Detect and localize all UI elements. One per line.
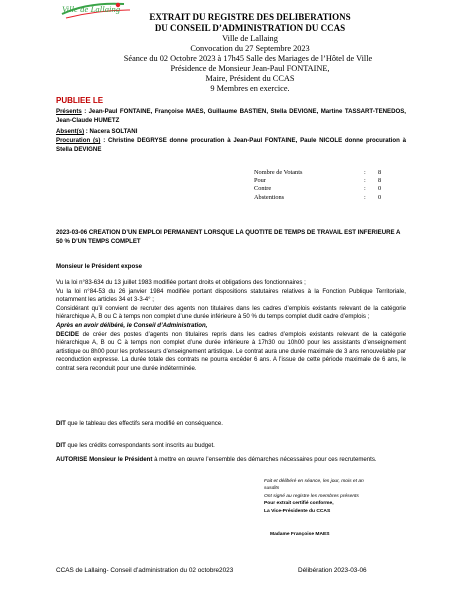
presents-block: [56, 108, 406, 125]
deliberation-subject: 2023-03-06 CREATION D’UN EMPLOI PERMANENT LORSQUE LA QUOTITE DE TEMPS DE TRAVAIL EST INFERIEURE A 50 % D’UN TEMPS COMPLET: [56, 229, 401, 245]
votes-table: [254, 169, 400, 202]
dit-1-text: que le tableau des effectifs sera modifié en conséquence.: [65, 420, 223, 427]
dit-1-paragraph: [56, 420, 406, 429]
exposant-line: Monsieur le Président expose: [56, 263, 143, 270]
footer-right: Délibération 2023-03-06: [298, 567, 367, 574]
considerant-paragraph: Considérant qu’il convient de recruter des agents non titulaires dans les cadres d’emplois existants relevant de la catégorie hiérarchique A, B ou C à temps non complet d’une durée inférieure à 50 % du temps complet dudit cadre d’emplois ;: [56, 304, 406, 321]
vote-row: Pour : 8: [254, 177, 400, 185]
vote-value: 0: [378, 185, 382, 193]
signature-line-3: Ont signé au registre les membres présents: [264, 493, 359, 499]
autorise-text: à mettre en œuvre l’ensemble des démarches nécessaires pour ces recrutements.: [152, 456, 377, 463]
header-seance: Séance du 02 Octobre 2023 à 17h45 Salle des Mariages de l’Hôtel de Ville: [123, 54, 373, 63]
publiee-le-label: PUBLIEE LE: [56, 96, 104, 105]
procuration-block: [56, 137, 406, 154]
header-maire: Maire, Président du CCAS: [205, 74, 295, 83]
decide-label: DECIDE: [56, 330, 80, 338]
loi-2: Vu la loi n°84-53 du 26 janvier 1984 modifiée portant dispositions statutaires relatives à la Fonction Publique Territoriale, notamment les articles 34 et 3-3-4° ;: [56, 287, 406, 304]
vote-row: Nombre de Votants : 8: [254, 169, 400, 177]
absents-block: [56, 128, 406, 137]
apres-deliberation: Après en avoir délibéré, le Conseil d’Administration,: [56, 321, 208, 329]
procuration-text: : Christine DEGRYSE donne procuration à Jean-Paul FONTAINE, Paule NICOLE donne procuration à Stella DEVIGNE: [56, 137, 406, 153]
header-city: Ville de Lallaing: [222, 34, 278, 43]
vote-label: Abstentions: [254, 193, 285, 201]
vote-label: Contre: [254, 185, 272, 193]
vote-value: 0: [378, 193, 382, 201]
absents-label: Absent(s): [56, 128, 85, 135]
presents-text: : Jean-Paul FONTAINE, Françoise MAES, Guillaume BASTIEN, Stella DEVIGNE, Martine TASSART-TENEDOS, Jean-Claude HUMETZ: [56, 108, 406, 124]
header-convocation: Convocation du 27 Septembre 2023: [190, 44, 310, 53]
decide-paragraph: [56, 331, 406, 374]
vote-label: Pour: [254, 177, 266, 185]
deliberation-body: [56, 279, 406, 374]
header-presidence: Présidence de Monsieur Jean-Paul FONTAINE,: [170, 64, 330, 73]
signature-line-5: La Vice-Présidente du CCAS: [264, 508, 331, 514]
vote-value: 8: [378, 177, 382, 185]
logo-text: Ville de Lallaing: [62, 4, 121, 14]
signature-block: [264, 478, 414, 515]
vote-row: Abstentions : 0: [254, 194, 400, 202]
header-title-1: EXTRAIT DU REGISTRE DES DELIBERATIONS: [149, 12, 351, 22]
header-title-2: DU CONSEIL D’ADMINISTRATION DU CCAS: [154, 23, 346, 33]
loi-1: Vu la loi n°83-634 du 13 juillet 1983 modifiée portant droits et obligations des fonctionnaires ;: [56, 279, 306, 286]
decide-text: de créer des postes d’agents non titulaires repris dans les cadres d’emplois existants relevant de la catégorie hiérarchique A, B ou C à temps non complet d’une durée inférieure à 17h30 ou 10h00 pour les assistants d’enseignement artistique ou 8h00 pour les professeurs d’enseignement artistique. Le contrat aura une durée maximale de 3 ans renouvelable par reconduction expresse. La durée totale des contrats ne pourra excéder 6 ans. A l’issue de cette période maximale de 6 ans, le contrat sera reconduit pour une durée indéterminée.: [56, 330, 406, 372]
signature-line-2: susdits: [264, 486, 280, 492]
autorise-paragraph: [56, 456, 406, 465]
dit-2-text: que les crédits correspondants sont inscrits au budget.: [65, 442, 215, 449]
procuration-label: Procuration (s): [56, 137, 101, 144]
absents-text: : Nacera SOLTANI: [84, 128, 138, 135]
vote-label: Nombre de Votants: [254, 169, 303, 176]
header-membres: 9 Membres en exercice.: [210, 84, 290, 93]
footer-left: CCAS de Lallaing- Conseil d’administration du 02 octobre2023: [56, 567, 234, 574]
autorise-label: AUTORISE Monsieur le Président: [56, 456, 153, 463]
signature-line-4: Pour extrait certifié conforme,: [264, 501, 334, 507]
vote-value: 8: [378, 169, 382, 176]
presents-label: Présents: [56, 108, 82, 115]
dit-2-label: DIT: [56, 442, 66, 449]
signatory-name: Madame Françoise MAES: [270, 532, 330, 537]
signature-line-1: Fait et délibéré en séance, les jour, mois et an: [264, 479, 364, 484]
dit-1-label: DIT: [56, 420, 66, 427]
dit-2-paragraph: [56, 442, 406, 451]
vote-row: Contre : 0: [254, 185, 400, 193]
